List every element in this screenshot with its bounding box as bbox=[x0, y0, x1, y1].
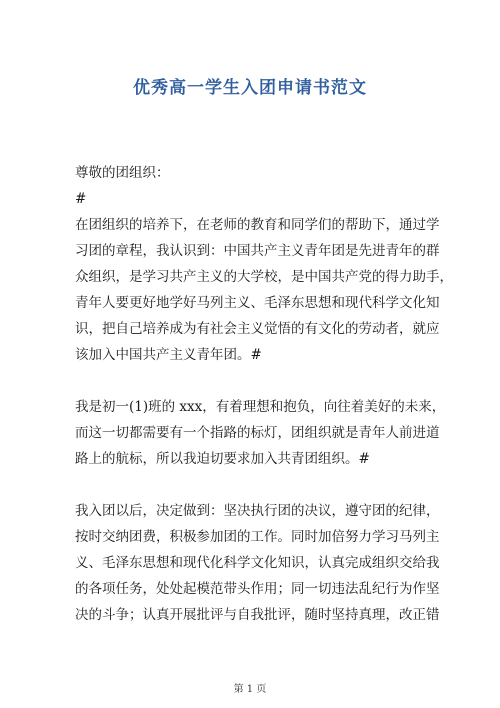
paragraph-line: 义、毛泽东思想和现代化科学文化知识，认真完成组织交给我 bbox=[75, 555, 440, 571]
paragraph-line: 我入团以后，决定做到：坚决执行团的决议，遵守团的纪律， bbox=[75, 503, 440, 519]
paragraph-1 bbox=[75, 212, 453, 368]
document-body bbox=[75, 160, 453, 628]
paragraph-line: 按时交纳团费，积极参加团的工作。同时加倍努力学习马列主 bbox=[75, 529, 440, 545]
paragraph-line: 青年人要更好地学好马列主义、毛泽东思想和现代科学文化知 bbox=[75, 295, 440, 311]
paragraph-line: 识，把自己培养成为有社会主义觉悟的有文化的劳动者，就应 bbox=[75, 321, 440, 337]
paragraph-2 bbox=[75, 394, 446, 472]
paragraph-gap bbox=[75, 472, 427, 498]
paragraph-line: 该加入中国共产主义青年团。# bbox=[75, 347, 262, 363]
paragraph-line: 路上的航标，所以我迫切要求加入共青团组织。# bbox=[75, 451, 370, 467]
paragraph-3 bbox=[75, 498, 440, 628]
paragraph-gap bbox=[75, 368, 427, 394]
paragraph-line: 在团组织的培养下，在老师的教育和同学们的帮助下，通过学 bbox=[75, 217, 440, 233]
paragraph-line: 习团的章程，我认识到：中国共产主义青年团是先进青年的群 bbox=[75, 243, 440, 259]
paragraph-line: 而这一切都需要有一个指路的标灯，团组织就是青年人前进道 bbox=[75, 425, 440, 441]
greeting-line: 尊敬的团组织： bbox=[75, 165, 170, 181]
paragraph-line: 众组织，是学习共产主义的大学校，是中国共产党的得力助手， bbox=[75, 269, 453, 285]
paragraph-line: 的各项任务，处处起模范带头作用；同一切违法乱纪行为作坚 bbox=[75, 581, 440, 597]
separator-mark: # bbox=[75, 191, 87, 207]
paragraph-line: 决的斗争；认真开展批评与自我批评，随时坚持真理，改正错 bbox=[75, 607, 440, 623]
page-title: 优秀高一学生入团申请书范文 bbox=[133, 78, 367, 98]
paragraph-line: 我是初一(1)班的 xxx，有着理想和抱负，向往着美好的未来， bbox=[75, 399, 446, 415]
page-number-footer: 第 1 页 bbox=[233, 684, 267, 695]
